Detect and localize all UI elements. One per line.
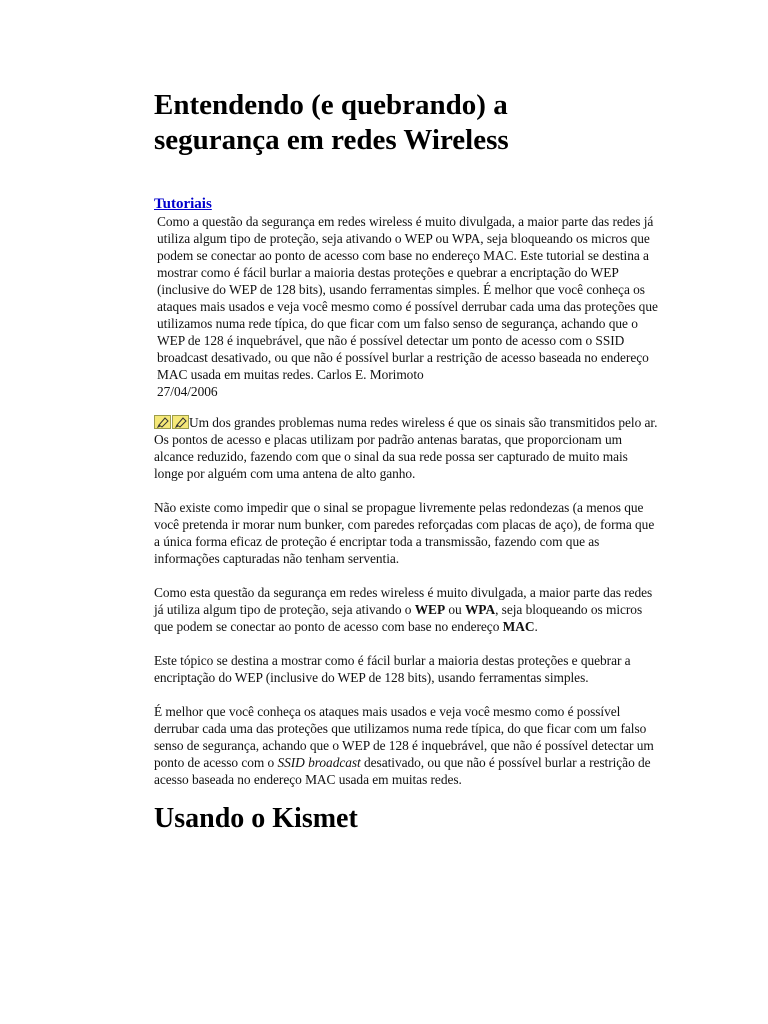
paragraph-1 bbox=[154, 414, 659, 482]
paragraph-4: Este tópico se destina a mostrar como é fácil burlar a maioria destas proteções e quebrar a encriptação do WEP (inclusive do WEP de 128 bits), usando ferramentas simples. bbox=[154, 653, 631, 685]
email-icon[interactable] bbox=[172, 415, 189, 429]
term-wpa: WPA bbox=[464, 602, 496, 617]
paragraph-3 bbox=[154, 584, 659, 635]
paragraph-2: Não existe como impedir que o sinal se propague livremente pelas redondezas (a menos que você pretenda ir morar num bunker, com paredes reforçadas com placas de aço), de forma que a única forma eficaz de proteção é encriptar toda a transmissão, fazendo com que as informações capturadas não tenham serventia. bbox=[154, 500, 655, 566]
article-summary bbox=[157, 213, 659, 400]
paragraph-3-part1: Como esta questão da segurança em redes wireless é muito divulgada, a maior parte das redes já utiliza algum tipo de proteção, seja ativando o bbox=[154, 585, 653, 617]
article-action-icons bbox=[154, 415, 189, 429]
spacer bbox=[154, 635, 659, 652]
paragraph-5 bbox=[154, 703, 659, 788]
paragraph-5-part1: É melhor que você conheça os ataques mais usados e veja você mesmo como é possível derrubar cada uma das proteções que utilizamos numa rede típica, do que ficar com um falso senso de segurança, achando que o WEP de 128 é inquebrável, que não é possível detectar um ponto de acesso com o bbox=[154, 704, 654, 770]
term-mac: MAC bbox=[502, 619, 535, 634]
print-icon[interactable] bbox=[154, 415, 171, 429]
term-wep: WEP bbox=[414, 602, 446, 617]
paragraph-3-part2: ou bbox=[445, 602, 465, 617]
summary-text: Como a questão da segurança em redes wireless é muito divulgada, a maior parte das redes já utiliza algum tipo de proteção, seja ativando o WEP ou WPA, seja bloqueando os micros que podem se conectar ao ponto de acesso com base no endereço MAC. Este tutorial se destina a mostrar como é fácil burlar a maioria destas proteções e quebrar a encriptação do WEP (inclusive do WEP de 128 bits), usando ferramentas simples. É melhor que você conheça os ataques mais usados e veja você mesmo como é possível derrubar cada uma das proteções que utilizamos numa rede típica, do que ficar com um falso senso de segurança, achando que o WEP de 128 é inquebrável, que não é possível detectar um ponto de acesso com o SSID broadcast desativado, ou que não é possível burlar a restrição de acesso baseada no endereço MAC usada em muitas redes. Carlos E. Morimoto bbox=[157, 214, 658, 382]
term-ssid-broadcast: SSID broadcast bbox=[277, 755, 361, 770]
paragraph-1-text: Um dos grandes problemas numa redes wireless é que os sinais são transmitidos pelo ar. Os pontos de acesso e placas utilizam por padrão antenas baratas, que proporcionam um alcance reduzido, fazendo com que o sinal da sua rede possa ser capturado de muito mais longe por alguém com uma antena de alto ganho. bbox=[154, 415, 658, 481]
spacer bbox=[154, 482, 659, 499]
paragraph-3-part3: , seja bloqueando os micros que podem se conectar ao ponto de acesso com base no endereço bbox=[154, 602, 643, 634]
page-title bbox=[154, 88, 659, 158]
paragraph-3-part4: . bbox=[534, 619, 538, 634]
paragraph-5-part2: desativado, ou que não é possível burlar a restrição de acesso baseada no endereço MAC usada em muitas redes. bbox=[154, 755, 651, 787]
publication-date: 27/04/2006 bbox=[157, 384, 218, 399]
spacer bbox=[154, 686, 659, 703]
page-title-line1: Entendendo (e quebrando) a bbox=[154, 89, 508, 121]
category-link-tutoriais[interactable]: Tutoriais bbox=[154, 196, 212, 212]
document-page bbox=[154, 88, 659, 836]
page-title-line2: segurança em redes Wireless bbox=[154, 124, 509, 156]
section-heading: Usando o Kismet bbox=[154, 803, 358, 834]
spacer bbox=[154, 567, 659, 584]
